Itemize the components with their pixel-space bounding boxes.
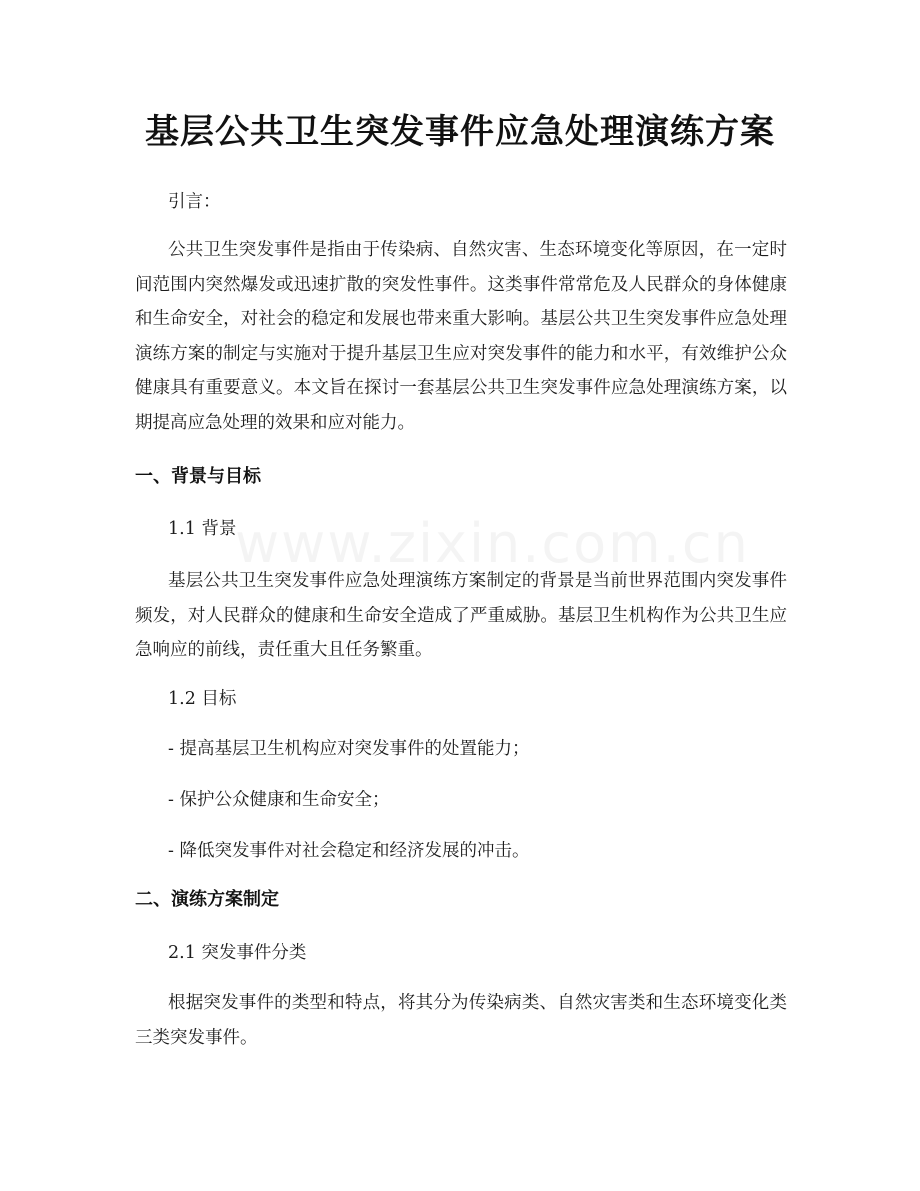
section-1-heading: 一、背景与目标: [135, 466, 261, 487]
section-1-2-label: 1.2 目标: [168, 689, 237, 709]
intro-paragraph: 公共卫生突发事件是指由于传染病、自然灾害、生态环境变化等原因，在一定时间范围内突然爆发或迅速扩散的突发性事件。这类事件常常危及人民群众的身体健康和生命安全，对社会的稳定和发展也带来重大影响。基层公共卫生突发事件应急处理演练方案的制定与实施对于提升基层卫生应对突发事件的能力和水平，有效维护公众健康具有重要意义。本文旨在探讨一套基层公共卫生突发事件应急处理演练方案，以期提高应急处理的效果和应对能力。: [135, 240, 787, 433]
section-1-1-paragraph: 基层公共卫生突发事件应急处理演练方案制定的背景是当前世界范围内突发事件频发，对人民群众的健康和生命安全造成了严重威胁。基层卫生机构作为公共卫生应急响应的前线，责任重大且任务繁重。: [135, 571, 787, 660]
goal-item: - 提高基层卫生机构应对突发事件的处置能力；: [168, 739, 530, 759]
intro-label: 引言：: [168, 192, 221, 212]
goal-item: - 降低突发事件对社会稳定和经济发展的冲击。: [168, 841, 530, 861]
document-title: 基层公共卫生突发事件应急处理演练方案: [145, 112, 775, 152]
goal-item: - 保护公众健康和生命安全；: [168, 790, 390, 810]
section-2-1-label: 2.1 突发事件分类: [168, 943, 307, 963]
section-2-1-paragraph: 根据突发事件的类型和特点，将其分为传染病类、自然灾害类和生态环境变化类三类突发事件。: [135, 993, 787, 1048]
section-1-1-label: 1.1 背景: [168, 519, 237, 539]
section-2-heading: 二、演练方案制定: [135, 889, 279, 910]
